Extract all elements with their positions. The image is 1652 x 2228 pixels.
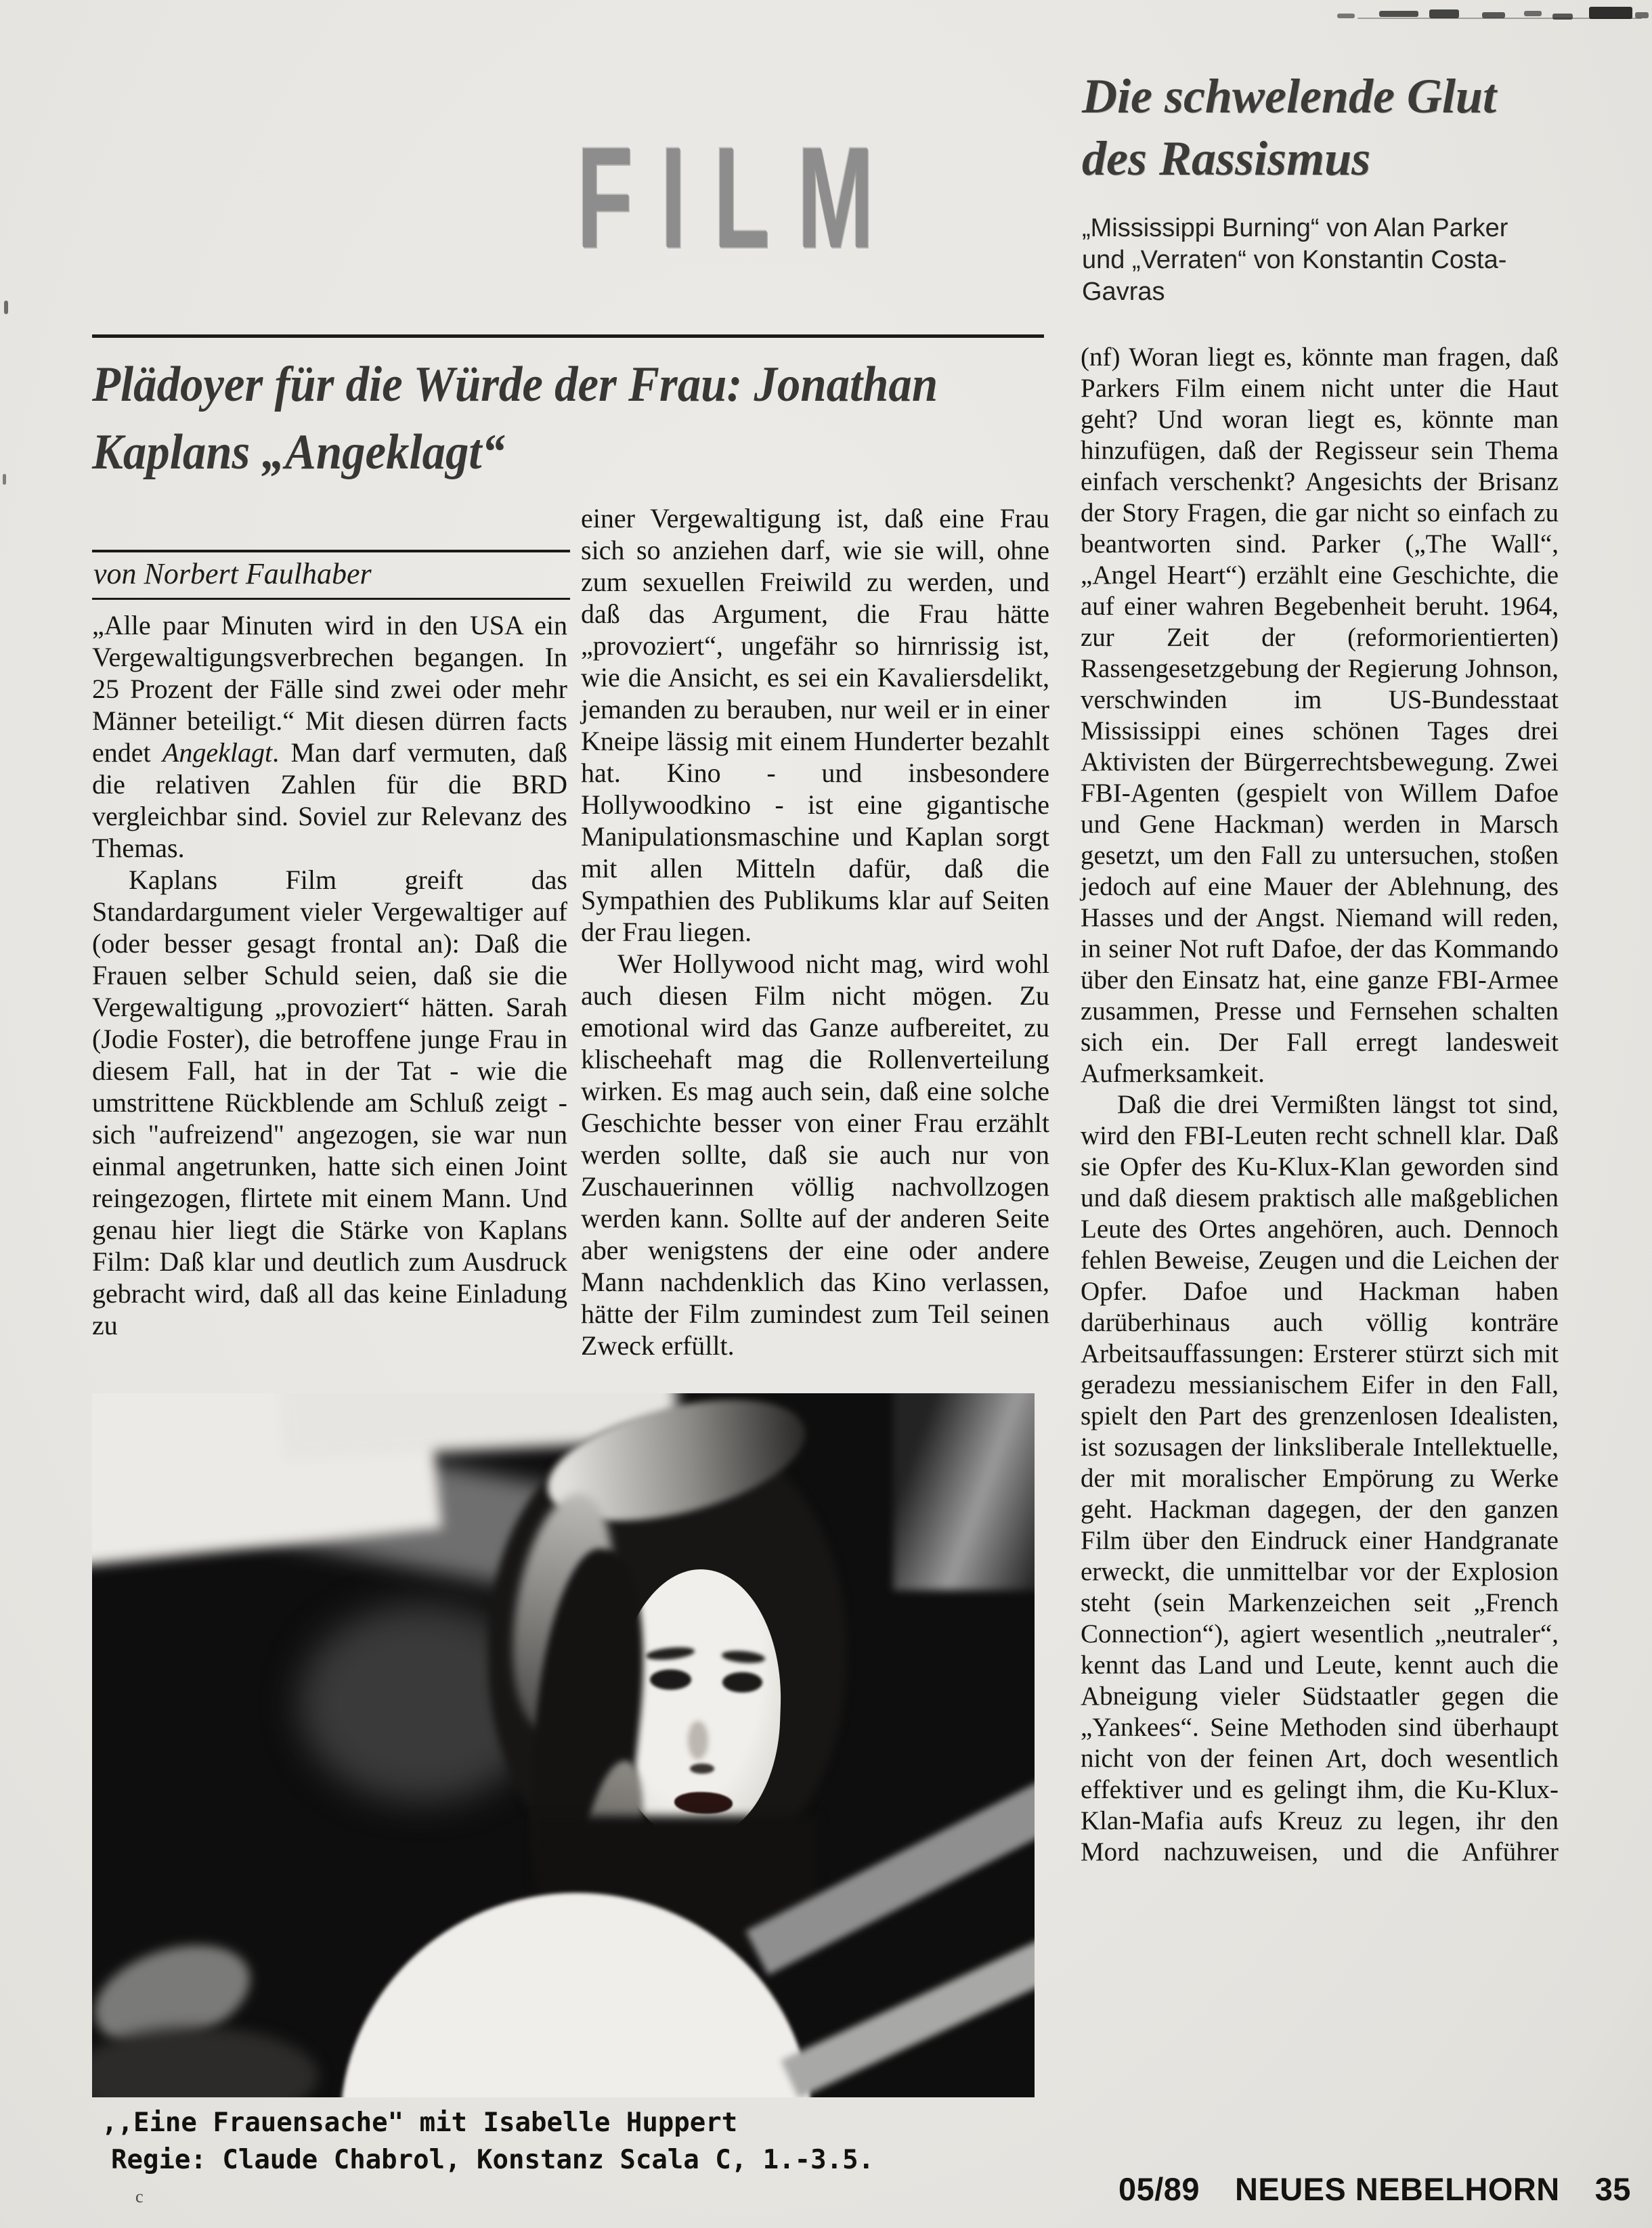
article1-title: [92, 351, 986, 486]
article2-subtitle-line3: Gavras: [1082, 278, 1165, 306]
page-footer: [1118, 2170, 1631, 2208]
footer-issue: 05/89: [1118, 2171, 1200, 2207]
photo-shape-right-panel: [893, 1393, 1035, 1590]
paragraph-text: . Man darf vermuten, daß die relativen Zahlen für die BRD vergleichbar sind. Soviel zur Relevanz des Themas.: [92, 737, 568, 863]
footer-page-number: 35: [1594, 2171, 1631, 2207]
article1-paragraph: Wer Hollywood nicht mag, wird wohl auch diesen Film nicht mögen. Zu emotional wird das Ganze aufbereitet, zu klischeehaft mag die Rollenverteilung wirken. Es mag auch sein, daß eine solche Geschichte besser von einer Frau erzählt werden sollte, daß sie auch nur von Zuschauerinnen völlig nachvollzogen werden kann. Sollte auf der anderen Seite aber wenigstens der eine oder andere Mann nachdenklich das Kino verlassen, hätte der Film zumindest zum Teil seinen Zweck erfüllt.: [581, 948, 1049, 1361]
photo-shape-eye: [722, 1672, 762, 1692]
photo-caption-line2: Regie: Claude Chabrol, Konstanz Scala C, 1.-3.5.: [111, 2145, 875, 2175]
article2-paragraph: Daß die drei Vermißten längst tot sind, wird den FBI-Leuten recht schnell klar. Daß sie Opfer des Ku-Klux-Klan geworden sind und daß diesem praktisch alle maßgeblichen Leute des Ortes angehören, auch. Dennoch fehlen Beweise, Zeugen und die Leichen der Opfer. Dafoe und Hackman haben darüberhinaus auch völlig konträre Arbeitsauffassungen: Ersterer stürzt sich mit geradezu messianischem Eifer in den Fall, spielt den Part des grenzenlosen Idealisten, ist sozusagen der linksliberale Intellektuelle, der mit moralischer Empörung zu Werke geht. Hackman dagegen, der den ganzen Film über den Eindruck einer Handgranate erweckt, die unmittelbar vor der Explosion steht (sein Markenzeichen seit „French Connection“), agiert wesentlich „neutraler“, kennt das Land und Leute, kennt auch die Abneigung vieler Südstaatler gegen die „Yankees“. Seine Methoden sind überhaupt nicht von der feinen Art, doch wesentlich effektiver und es gelingt ihm, die Ku-Klux-Klan-Mafia aufs Kreuz zu legen, ihr den Mord nachzuweisen, und die Anführer: [1081, 1090, 1559, 1866]
article2-subtitle: [1082, 213, 1576, 308]
scan-edge-mark: [3, 474, 6, 485]
title-divider-rule: [92, 334, 1044, 338]
article1-title-line1: Plädoyer für die Würde der Frau: Jonathan: [92, 357, 938, 412]
article1-column1: [92, 609, 567, 1341]
article2-subtitle-line1: „Mississippi Burning“ von Alan Parker: [1082, 214, 1508, 242]
byline: von Norbert Faulhaber: [92, 550, 570, 600]
article2-title: [1082, 65, 1576, 190]
article2-column: [1081, 342, 1559, 1868]
article1-title-line2: Kaplans „Angeklagt“: [92, 424, 505, 480]
photo-shape-bottom-left-dark: [92, 2027, 318, 2097]
film-title-italic: Angeklagt: [162, 737, 273, 768]
print-artifact: c: [135, 2187, 144, 2206]
section-heading-film: FILM: [577, 117, 902, 278]
article2-title-line1: Die schwelende Glut: [1082, 69, 1496, 123]
paragraph-text: „Alle paar Minuten wird in den USA ein Vergewaltigungsverbrechen begangen. In 25 Prozent der Fälle sind zwei oder mehr Männer beteiligt.“ Mit diesen dürren facts endet: [92, 610, 567, 768]
scan-artifacts: [1337, 4, 1649, 31]
article2-title-line2: des Rassismus: [1082, 131, 1371, 185]
article2-paragraph: (nf) Woran liegt es, könnte man fragen, daß Parkers Film einem nicht unter die Haut geht? Und woran liegt es, könnte man hinzufügen, daß der Regisseur sein Thema einfach verschenkt? Angesichts der Brisanz der Story Fragen, die gar nicht so einfach zu beantworten sind. Parker („The Wall“, „Angel Heart“) erzählt eine Geschichte, die auf einer wahren Begebenheit beruht. 1964, zur Zeit der (reformorientierten) Rassengesetzgebung der Regierung Johnson, verschwinden im US-Bundesstaat Mississippi eines schönen Tages drei Aktivisten der Bürgerrechtsbewegung. Zwei FBI-Agenten (gespielt von Willem Dafoe und Gene Hackman) werden in Marsch gesetzt, um den Fall zu untersuchen, stoßen jedoch auf eine Mauer der Ablehnung, des Hasses und der Angst. Niemand will reden, in seiner Not ruft Dafoe, der das Kommando über den Einsatz hat, eine ganze FBI-Armee zusammen, Presse und Fernsehen schalten sich ein. Der Fall erregt landesweit Aufmerksamkeit.: [1081, 343, 1559, 1088]
film-still-photo: [92, 1393, 1035, 2097]
article1-paragraph: Kaplans Film greift das Standardargument vieler Vergewaltiger auf (oder besser gesagt frontal an): Daß die Frauen selber Schuld seien, daß sie die Vergewaltigung „provoziert“ hätten. Sarah (Jodie Foster), die betroffene junge Frau in diesem Fall, hat in der Tat - wie die umstrittene Rückblende am Schluß zeigt - sich "aufreizend" angezogen, sie war nun einmal angetrunken, hatte sich einen Joint reingezogen, flirtete mit einem Mann. Und genau hier liegt die Stärke von Kaplans Film: Daß klar und deutlich zum Ausdruck gebracht wird, daß all das keine Einladung zu: [92, 865, 567, 1340]
photo-caption-line1: ,,Eine Frauensache" mit Isabelle Huppert: [102, 2107, 738, 2138]
article1-paragraph: [92, 609, 567, 864]
photo-shape-eye: [650, 1669, 691, 1690]
photo-shape-nose: [688, 1721, 709, 1760]
footer-magazine-name: NEUES NEBELHORN: [1234, 2171, 1560, 2207]
article1-column2: [581, 502, 1049, 1361]
photo-shape-nose-shadow: [690, 1764, 714, 1774]
scan-edge-mark: [4, 301, 8, 314]
photo-caption: [102, 2104, 1049, 2179]
article2-header: [1082, 65, 1576, 308]
article2-subtitle-line2: und „Verraten“ von Konstantin Costa-: [1082, 246, 1507, 274]
article1-paragraph: einer Vergewaltigung ist, daß eine Frau sich so anziehen darf, wie sie will, ohne zum sexuellen Freiwild zu werden, und daß das Argument, die Frau hätte „provoziert“, ungefähr so hirnrissig ist, wie die Ansicht, es sei ein Kavaliersdelikt, jemanden zu berauben, nur weil er in einer Kneipe lässig mit einem Hunderter bezahlt hat. Kino - und insbesondere Hollywoodkino - ist eine gigantische Manipulationsmaschine und Kaplan sorgt mit allen Mitteln dafür, daß die Sympathien des Publikums klar auf Seiten der Frau liegen.: [581, 503, 1049, 947]
